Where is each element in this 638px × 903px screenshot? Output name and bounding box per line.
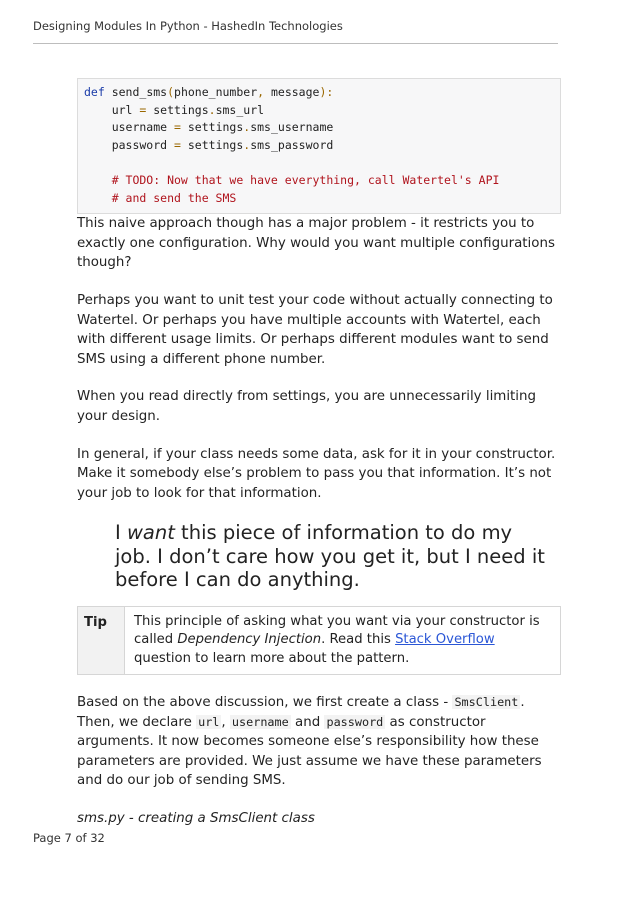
code-caption: sms.py - creating a SmsClient class	[77, 810, 315, 826]
paragraph: When you read directly from settings, you are unnecessarily limiting your design.	[77, 389, 537, 424]
tip-text: This principle of asking what you want via your constructor is called	[134, 613, 540, 648]
paragraph-text: ,	[221, 714, 230, 730]
code-line	[84, 154, 554, 172]
code-token: .	[243, 120, 251, 135]
code-line	[84, 119, 554, 137]
code-token: sms_url	[215, 102, 265, 117]
paragraph: This naive approach though has a major problem - it restricts you to exactly one configuration. Why would you want multiple configurations though?	[77, 216, 555, 271]
inline-code-password: password	[326, 714, 384, 729]
page-header	[33, 19, 558, 44]
code-token: settings	[180, 137, 244, 152]
paragraph: Perhaps you want to unit test your code without actually connecting to Watertel. Or perhaps you have multiple accounts with Watertel, each with different usage limits. Or perhaps different modules want to send SMS using a different phone number.	[77, 292, 553, 367]
code-token: message	[264, 85, 320, 99]
code-block	[77, 78, 561, 214]
paragraph-text: and	[290, 714, 325, 730]
inline-code-username: username	[231, 714, 289, 729]
code-token: password	[84, 137, 175, 152]
code-line	[84, 190, 554, 208]
code-token: username	[84, 120, 175, 135]
quote-emphasis: want	[126, 521, 175, 545]
code-token: =	[174, 137, 181, 152]
inline-code-url: url	[198, 714, 220, 729]
code-token: def	[84, 85, 105, 99]
code-token: send_sms	[104, 85, 168, 99]
quote-text-start: I	[115, 521, 127, 545]
quote-text-end: this piece of information to do my job. I don’t care how you get it, but I need it before I can do anything.	[115, 521, 545, 592]
page-content	[77, 78, 561, 847]
code-token: ):	[319, 85, 334, 99]
page-footer	[33, 831, 105, 845]
code-line	[84, 102, 554, 120]
document-title: Designing Modules In Python - HashedIn Technologies	[33, 19, 343, 33]
code-token: =	[174, 120, 181, 135]
code-token: =	[139, 102, 147, 117]
inline-code-smsclient: SmsClient	[454, 695, 519, 709]
code-token: # and send the SMS	[84, 190, 237, 205]
code-token: phone_number	[174, 85, 258, 99]
code-token: sms_username	[250, 120, 334, 135]
code-token: sms_password	[250, 137, 334, 152]
code-line	[84, 84, 554, 102]
paragraph-text: Based on the above discussion, we first create a class -	[77, 695, 453, 710]
code-token: (	[167, 85, 175, 99]
tip-label: Tip	[78, 606, 125, 674]
paragraph-text: as constructor arguments. It now becomes someone else’s responsibility how these parameters are provided. We just assume we have these parameters and do our job of sending SMS.	[77, 714, 542, 789]
block-quote	[115, 521, 545, 592]
stack-overflow-link[interactable]: Stack Overflow	[395, 632, 495, 648]
code-token: .	[243, 137, 251, 152]
paragraph	[77, 693, 561, 791]
code-token: ,	[257, 85, 265, 99]
tip-term: Dependency Injection	[177, 632, 322, 648]
tip-text: question to learn more about the pattern.	[134, 650, 410, 666]
code-token: # TODO: Now that we have everything, call Watertel's API	[84, 172, 500, 187]
code-line	[84, 137, 554, 155]
paragraph-text: . Then, we declare	[77, 695, 525, 730]
tip-body	[125, 606, 561, 674]
paragraph: In general, if your class needs some data, ask for it in your constructor. Make it somebody else’s problem to pass you that information. It’s not your job to look for that information.	[77, 446, 556, 501]
code-token: settings	[146, 102, 209, 117]
code-line	[84, 172, 554, 190]
tip-admonition	[77, 606, 561, 675]
page-number: Page 7 of 32	[33, 831, 105, 845]
tip-text: . Read this	[321, 632, 396, 648]
code-token: .	[208, 102, 216, 117]
code-token: settings	[180, 120, 244, 135]
code-token: url	[84, 102, 140, 117]
